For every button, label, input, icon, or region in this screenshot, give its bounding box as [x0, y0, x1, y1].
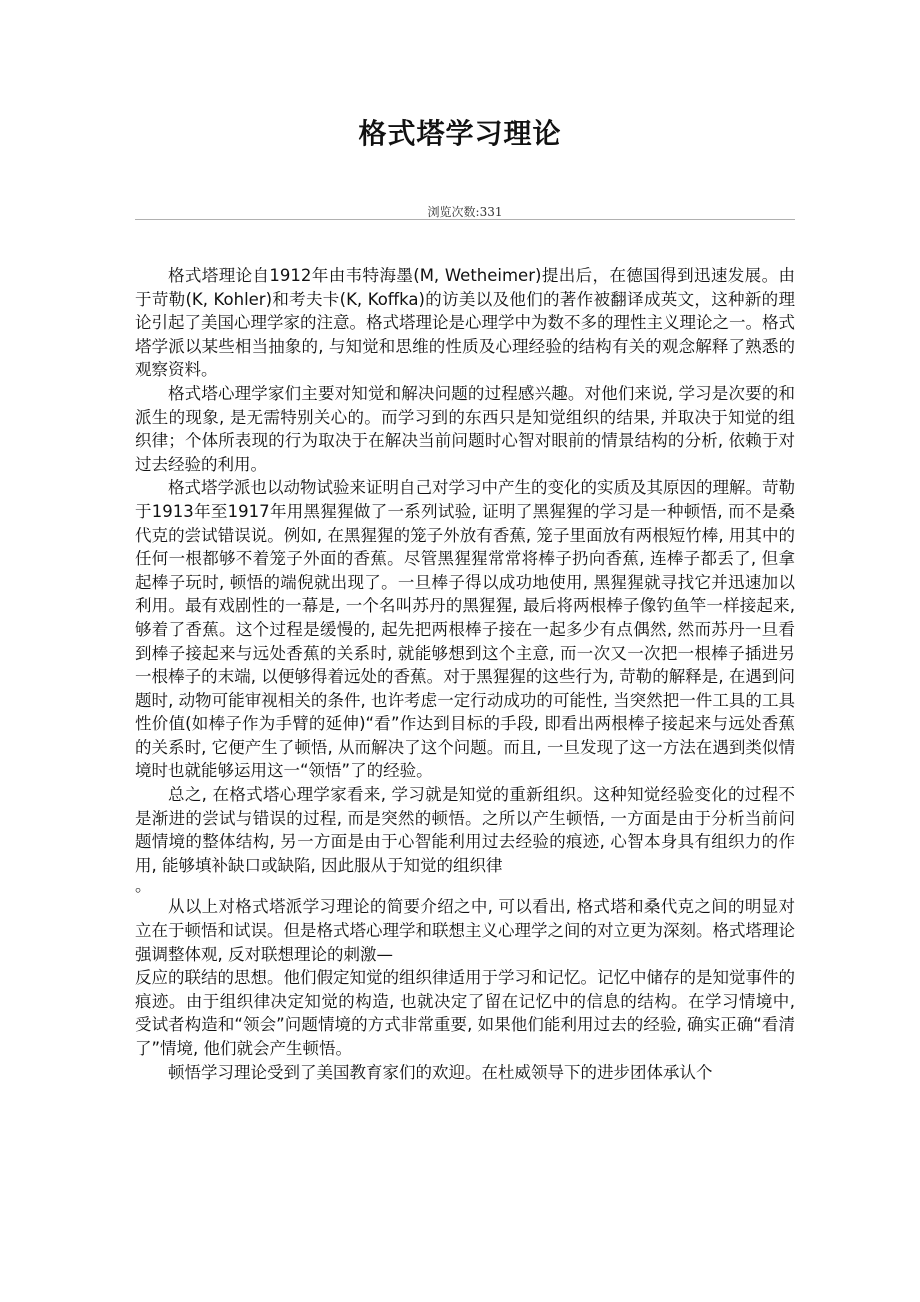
paragraph: 从以上对格式塔派学习理论的简要介绍之中, 可以看出, 格式塔和桑代克之间的明显对立在于顿悟和试误。但是格式塔心理学和联想主义心理学之间的对立更为深刻。格式塔理论强调整体观, 反对联想理论的刺激—: [135, 897, 795, 964]
paragraph: 总之, 在格式塔心理学家看来, 学习就是知觉的重新组织。这种知觉经验变化的过程不是渐进的尝试与错误的过程, 而是突然的顿悟。之所以产生顿悟, 一方面是由于分析当前问题情境的整体结构, 另一方面是由于心智能利用过去经验的痕迹, 心智本身具有组织力的作用, 能够填补缺口或缺陷, 因此服从于知觉的组织律: [135, 785, 795, 875]
article-body: [135, 264, 795, 1084]
paragraph: 格式塔心理学家们主要对知觉和解决问题的过程感兴趣。对他们来说, 学习是次要的和派生的现象, 是无需特别关心的。而学习到的东西只是知觉组织的结果, 并取决于知觉的组织律；个体所表现的行为取决于在解决当前问题时心智对眼前的情景结构的分析, 依赖于对过去经验的利用。: [135, 383, 795, 474]
paragraph-continuation: 反应的联结的思想。他们假定知觉的组织律适用于学习和记忆。记忆中储存的是知觉事件的痕迹。由于组织律决定知觉的构造, 也就决定了留在记忆中的信息的结构。在学习情境中, 受试者构造和“领会”问题情境的方式非常重要, 如果他们能利用过去的经验, 确实正确“看清了”情境, 他们就会产生顿悟。: [135, 968, 795, 1058]
paragraph-ending-mark: 。: [135, 876, 152, 896]
paragraph: 顿悟学习理论受到了美国教育家们的欢迎。在杜威领导下的进步团体承认个: [168, 1062, 713, 1082]
paragraph: 格式塔学派也以动物试验来证明自己对学习中产生的变化的实质及其原因的理解。苛勒于1913年至1917年用黑猩猩做了一系列试验, 证明了黑猩猩的学习是一种顿悟, 而不是桑代克的尝试错误说。例如, 在黑猩猩的笼子外放有香蕉, 笼子里面放有两根短竹棒, 用其中的任何一根都够不着笼子外面的香蕉。尽管黑猩猩常常将棒子扔向香蕉, 连棒子都丢了, 但拿起棒子玩时, 顿悟的端倪就出现了。一旦棒子得以成功地使用, 黑猩猩就寻找它并迅速加以利用。最有戏剧性的一幕是, 一个名叫苏丹的黑猩猩, 最后将两根棒子像钓鱼竿一样接起来, 够着了香蕉。这个过程是缓慢的, 起先把两根棒子接在一起多少有点偶然, 然而苏丹一旦看到棒子接起来与远处香蕉的关系时, 就能够想到这个主意, 而一次又一次把一根棒子插进另一根棒子的末端, 以便够得着远处的香蕉。对于黑猩猩的这些行为, 苛勒的解释是, 在遇到问题时, 动物可能审视相关的条件, 也许考虑一定行动成功的可能性, 当突然把一件工具的工具性价值(如棒子作为手臂的延伸)“看”作达到目标的手段, 即看出两根棒子接起来与远处香蕉的关系时, 它便产生了顿悟, 从而解决了这个问题。而且, 一旦发现了这一方法在遇到类似情境时也就能够运用这一“领悟”了的经验。: [135, 478, 795, 781]
view-count: [135, 203, 795, 219]
view-count-label: 浏览次数:: [427, 205, 480, 219]
paragraph: 格式塔理论自1912年由韦特海墨(M, Wetheimer)提出后，在德国得到迅速发展。由于苛勒(K, Kohler)和考夫卡(K, Koffka)的访美以及他们的著作被翻译成英文，这种新的理论引起了美国心理学家的注意。格式塔理论是心理学中为数不多的理性主义理论之一。格式塔学派以某些相当抽象的, 与知觉和思维的性质及心理经验的结构有关的观念解释了熟悉的观察资料。: [135, 266, 795, 380]
view-count-value: 331: [479, 205, 503, 219]
title-divider: [135, 219, 795, 220]
page-title: 格式塔学习理论: [358, 117, 562, 150]
